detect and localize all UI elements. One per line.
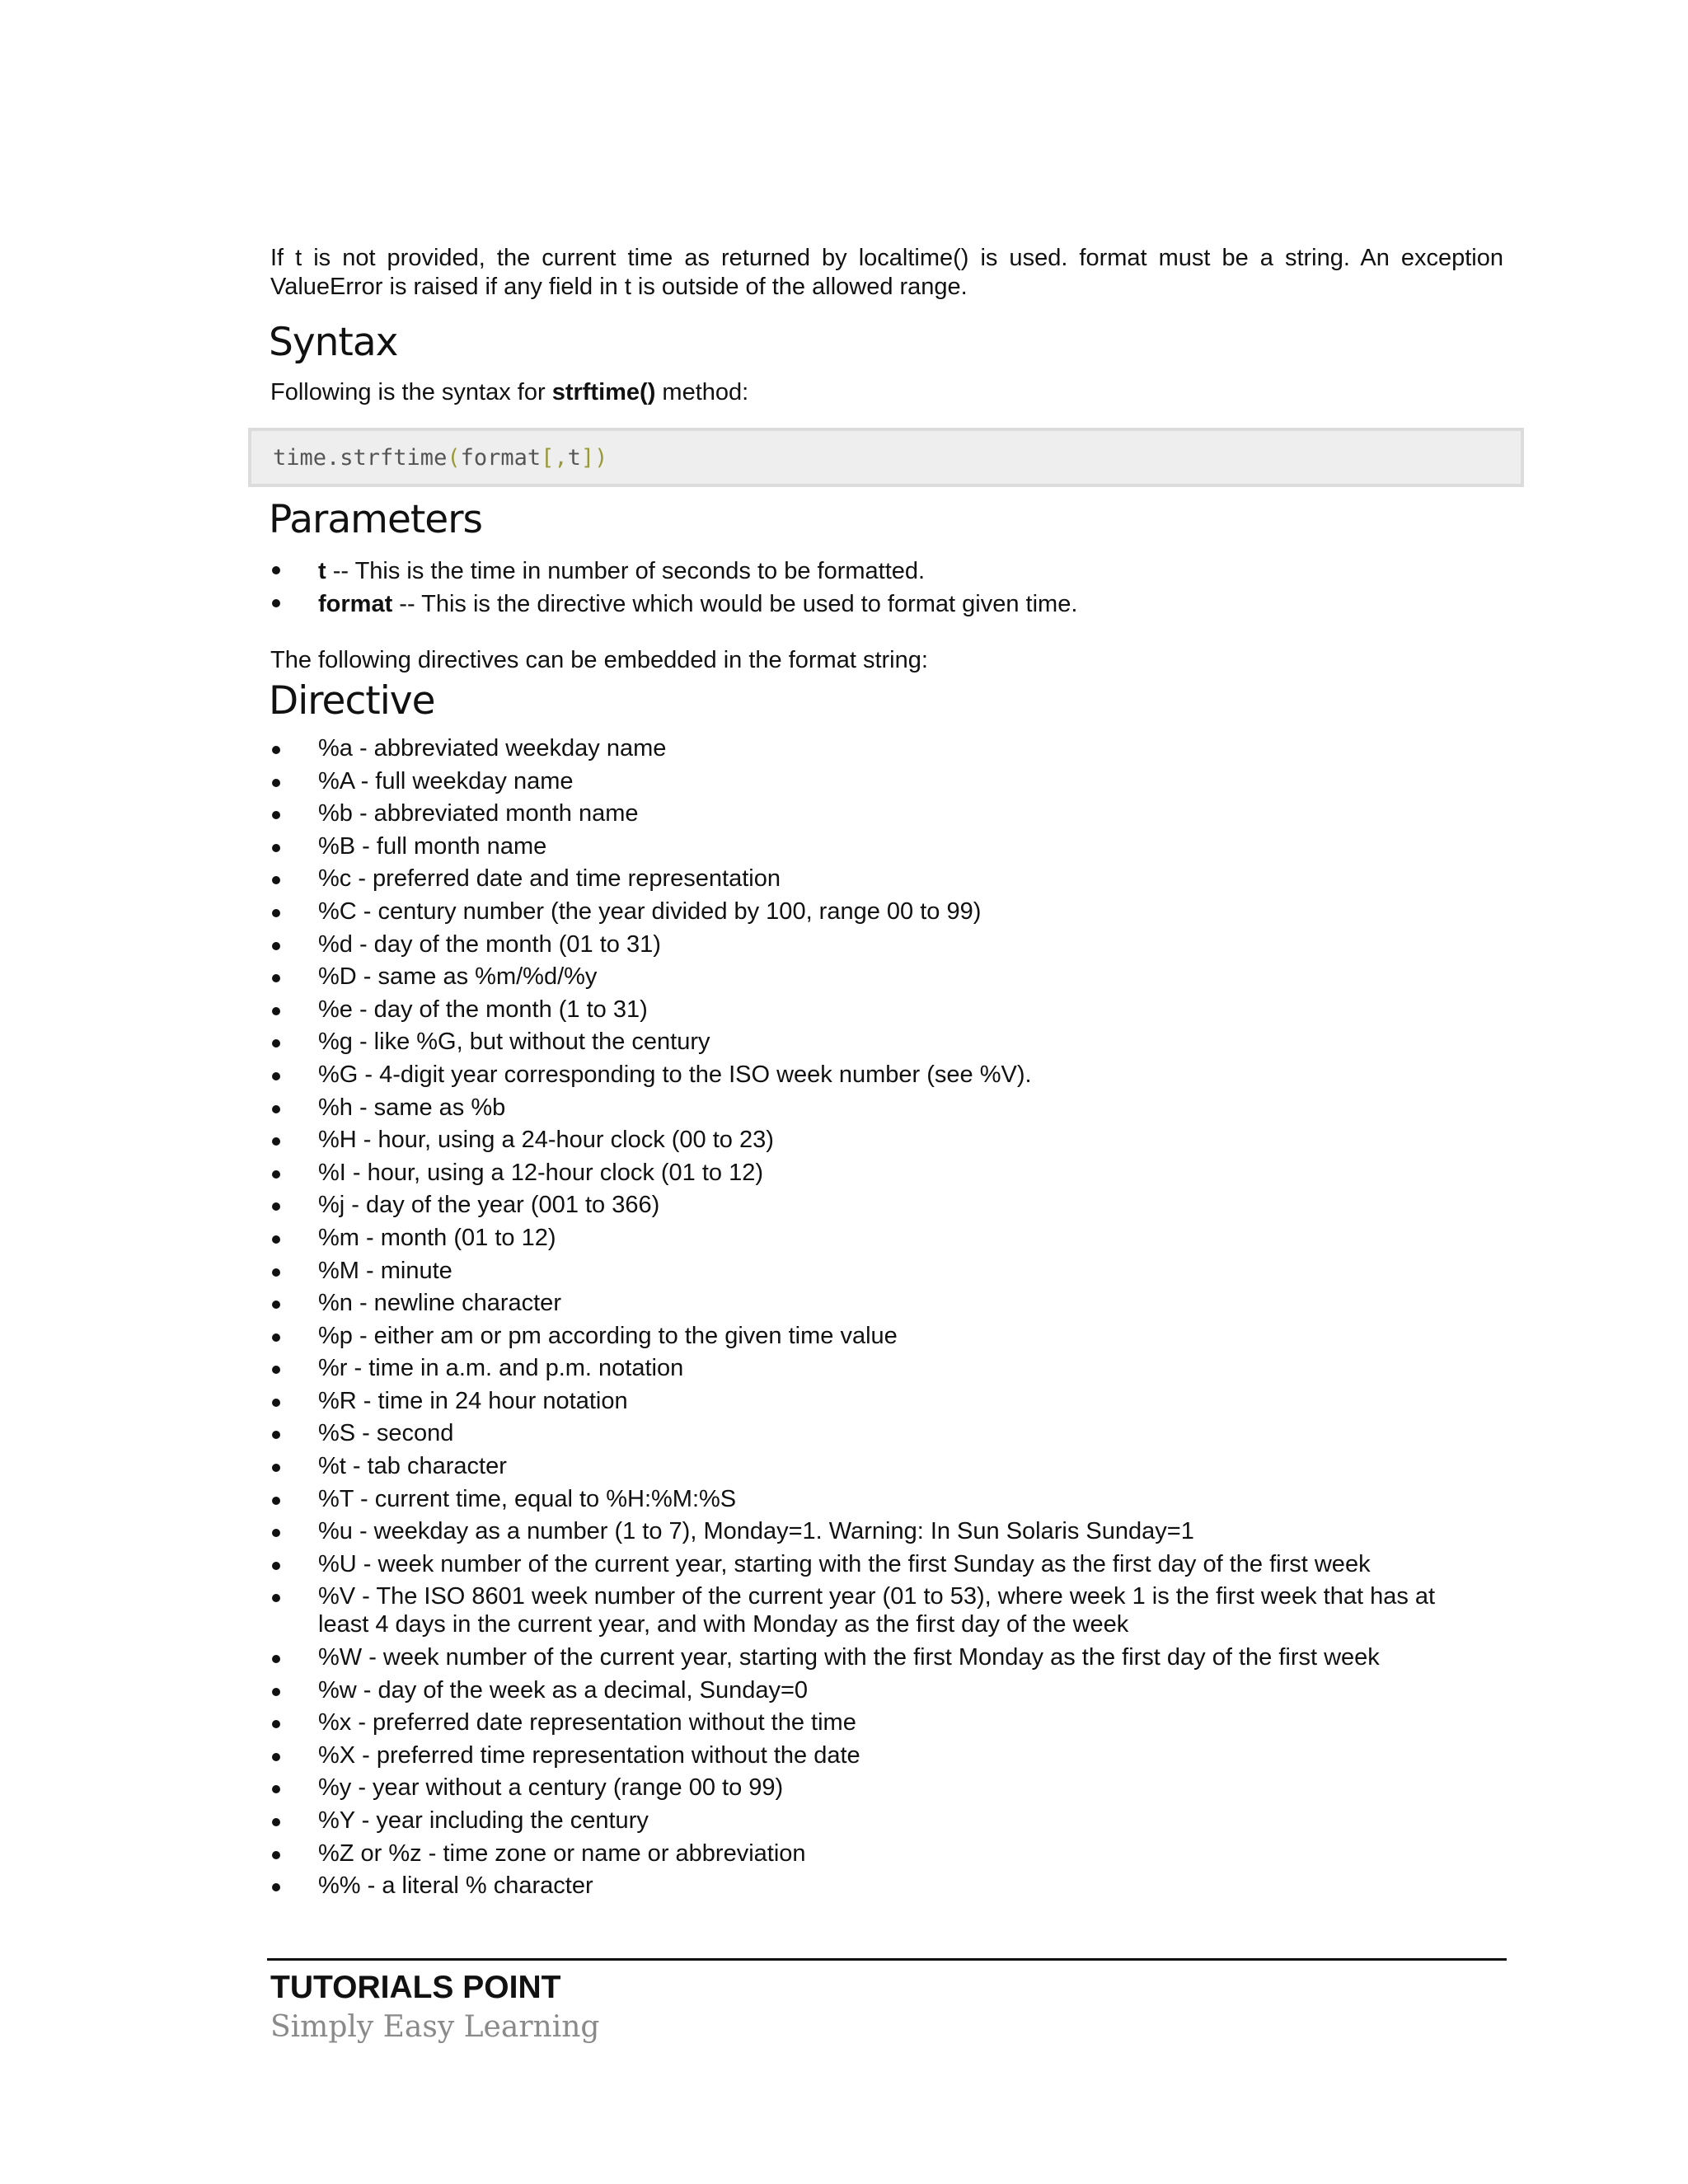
directive-text: %B - full month name (318, 832, 547, 860)
bullet-icon (272, 1366, 280, 1374)
bullet-icon (272, 844, 280, 852)
list-item (270, 1191, 1503, 1219)
directives-intro: The following directives can be embedded in the format string: (270, 647, 928, 673)
list-item (270, 832, 1503, 860)
list-item (270, 1159, 1503, 1187)
directive-text: %m - month (01 to 12) (318, 1224, 556, 1251)
bullet-icon (272, 1431, 280, 1439)
directive-heading: Directive (269, 678, 435, 724)
directive-text: %Z or %z - time zone or name or abbreviation (318, 1840, 806, 1867)
list-item (270, 996, 1503, 1024)
directive-text: %w - day of the week as a decimal, Sunday=0 (318, 1676, 809, 1704)
bullet-icon (272, 974, 280, 982)
directive-text: %% - a literal % character (318, 1872, 593, 1900)
list-item (270, 555, 1503, 588)
directive-text: %V - The ISO 8601 week number of the current year (01 to 53), where week 1 is the first week that has at least 4 days in the current year, and with Monday as the first day of the week (318, 1583, 1436, 1638)
directive-text: %x - preferred date representation without the time (318, 1709, 856, 1736)
syntax-heading: Syntax (269, 320, 398, 365)
list-item (270, 1840, 1503, 1868)
bullet-icon (272, 1753, 280, 1761)
directive-text: %X - preferred time representation without the date (318, 1741, 860, 1769)
list-item (270, 1419, 1503, 1447)
footer-divider (267, 1958, 1507, 1961)
bullet-icon (272, 1497, 280, 1505)
code-arg-format: format (460, 444, 542, 471)
directive-text: %u - weekday as a number (1 to 7), Monday=1. Warning: In Sun Solaris Sunday=1 (318, 1518, 1194, 1545)
bullet-icon (272, 1399, 280, 1407)
list-item (270, 1517, 1503, 1545)
list-item (270, 588, 1503, 621)
syntax-description (270, 377, 1503, 407)
bullet-icon (272, 1072, 280, 1080)
directive-text: %d - day of the month (01 to 31) (318, 930, 661, 958)
list-item (270, 1582, 1503, 1638)
bullet-icon (272, 1851, 280, 1859)
directive-text: %S - second (318, 1420, 454, 1447)
bullet-icon (272, 1688, 280, 1696)
list-item (270, 1741, 1503, 1769)
bullet-icon (272, 599, 280, 607)
list-item (270, 963, 1503, 991)
list-item (270, 1061, 1503, 1089)
directive-text: %p - either am or pm according to the given time value (318, 1322, 898, 1349)
bullet-icon (272, 1464, 280, 1472)
directive-text: %r - time in a.m. and p.m. notation (318, 1355, 684, 1382)
param-name: format (318, 591, 393, 617)
list-item (270, 1485, 1503, 1513)
list-item (270, 1028, 1503, 1056)
list-item (270, 1774, 1503, 1802)
list-item (270, 734, 1503, 762)
directive-text: %Y - year including the century (318, 1807, 649, 1834)
code-arg-t: t (567, 444, 581, 471)
bullet-icon (272, 942, 280, 950)
bullet-icon (272, 1655, 280, 1663)
bullet-icon (272, 566, 280, 574)
param-description: -- This is the time in number of seconds to be formatted. (326, 558, 926, 584)
bullet-icon (272, 1594, 280, 1602)
directive-text: %g - like %G, but without the century (318, 1029, 710, 1056)
list-item (270, 1708, 1503, 1736)
code-block (248, 428, 1524, 487)
list-item (270, 1224, 1503, 1252)
list-item (270, 1322, 1503, 1350)
code-close: ]) (580, 444, 608, 471)
list-item (270, 898, 1503, 926)
directive-text: %T - current time, equal to %H:%M:%S (318, 1485, 737, 1512)
list-item (270, 1807, 1503, 1835)
list-item (270, 865, 1503, 893)
bullet-icon (272, 1562, 280, 1570)
code-optional-open: [, (541, 444, 568, 471)
bullet-icon (272, 1007, 280, 1015)
syntax-text-before: Following is the syntax for (270, 379, 552, 405)
bullet-icon (272, 1818, 280, 1826)
syntax-text-after: method: (655, 379, 749, 405)
page-content (270, 244, 1503, 1905)
directive-text: %M - minute (318, 1257, 452, 1284)
param-name: t (318, 558, 326, 584)
bullet-icon (272, 811, 280, 819)
directive-text: %C - century number (the year divided by 100, range 00 to 99) (318, 898, 982, 925)
directive-text: %j - day of the year (001 to 366) (318, 1192, 660, 1219)
directive-text: %n - newline character (318, 1290, 561, 1317)
intro-paragraph: If t is not provided, the current time as returned by localtime() is used. format must be a string. An exception ValueError is raised if any field in t is outside of the allowed range. (270, 245, 1503, 300)
footer-brand: TUTORIALS POINT (270, 1970, 561, 2005)
directive-text: %W - week number of the current year, starting with the first Monday as the first day of the first week (318, 1644, 1380, 1671)
directive-text: %D - same as %m/%d/%y (318, 963, 598, 991)
parameters-list (270, 555, 1503, 621)
code-function: time.strftime (273, 444, 448, 471)
directive-list (270, 734, 1503, 1900)
directive-text: %e - day of the month (1 to 31) (318, 996, 648, 1023)
list-item (270, 1257, 1503, 1285)
parameters-heading: Parameters (269, 497, 483, 542)
list-item (270, 1872, 1503, 1900)
directive-text: %G - 4-digit year corresponding to the ISO week number (see %V). (318, 1061, 1032, 1088)
bullet-icon (272, 1301, 280, 1309)
bullet-icon (272, 1268, 280, 1277)
footer-tagline: Simply Easy Learning (270, 2010, 600, 2044)
list-item (270, 1387, 1503, 1415)
directive-text: %R - time in 24 hour notation (318, 1387, 628, 1414)
bullet-icon (272, 1785, 280, 1793)
bullet-icon (272, 1105, 280, 1113)
list-item (270, 799, 1503, 827)
bullet-icon (272, 1202, 280, 1211)
directive-text: %A - full weekday name (318, 767, 574, 794)
list-item (270, 1550, 1503, 1578)
bullet-icon (272, 1039, 280, 1047)
list-item (270, 1643, 1503, 1671)
list-item (270, 1354, 1503, 1382)
list-item (270, 1126, 1503, 1154)
bullet-icon (272, 779, 280, 787)
list-item (270, 1452, 1503, 1480)
bullet-icon (272, 876, 280, 884)
list-item (270, 1289, 1503, 1317)
directive-text: %H - hour, using a 24-hour clock (00 to 23) (318, 1127, 774, 1154)
bullet-icon (272, 1529, 280, 1537)
bullet-icon (272, 1883, 280, 1891)
param-description: -- This is the directive which would be used to format given time. (392, 591, 1078, 617)
directive-text: %U - week number of the current year, starting with the first Sunday as the first day of the first week (318, 1550, 1371, 1577)
bullet-icon (272, 909, 280, 917)
list-item (270, 1676, 1503, 1704)
directive-text: %I - hour, using a 12-hour clock (01 to 12) (318, 1159, 764, 1186)
list-item (270, 1094, 1503, 1122)
list-item (270, 767, 1503, 795)
bullet-icon (272, 1720, 280, 1728)
directive-text: %y - year without a century (range 00 to 99) (318, 1774, 784, 1802)
bullet-icon (272, 1137, 280, 1146)
directive-text: %c - preferred date and time representation (318, 865, 781, 893)
directive-text: %b - abbreviated month name (318, 800, 639, 827)
bullet-icon (272, 1170, 280, 1179)
directive-text: %h - same as %b (318, 1094, 506, 1121)
directive-text: %t - tab character (318, 1453, 507, 1480)
code-open-paren: ( (447, 444, 461, 471)
bullet-icon (272, 746, 280, 754)
syntax-method-name: strftime() (551, 379, 656, 405)
bullet-icon (272, 1333, 280, 1342)
directive-text: %a - abbreviated weekday name (318, 735, 667, 762)
list-item (270, 930, 1503, 958)
bullet-icon (272, 1235, 280, 1244)
